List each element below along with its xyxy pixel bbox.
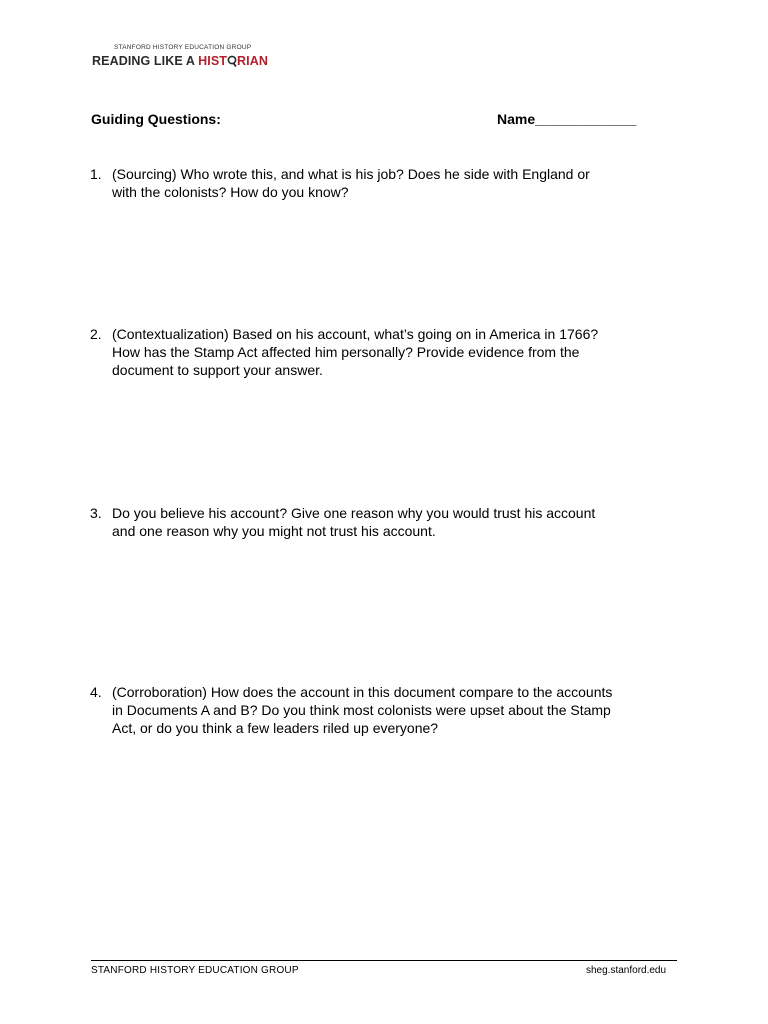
- question-number: 3.: [90, 505, 102, 521]
- logo-reading-like-a: READING LIKE A: [92, 54, 199, 68]
- logo-main-text: [92, 54, 268, 68]
- question-number: 2.: [90, 326, 102, 342]
- magnifying-glass-icon: [227, 55, 237, 67]
- guiding-questions-heading: Guiding Questions:: [91, 111, 221, 127]
- question-line: document to support your answer.: [112, 362, 323, 378]
- question-line: (Contextualization) Based on his account, what’s going on in America in 1766?: [112, 326, 599, 342]
- question-line: in Documents A and B? Do you think most colonists were upset about the Stamp: [112, 702, 611, 718]
- question-line: Do you believe his account? Give one reason why you would trust his account: [112, 505, 596, 521]
- question-1: [90, 165, 650, 201]
- footer-website: sheg.stanford.edu: [586, 965, 667, 976]
- question-number: 4.: [90, 684, 102, 700]
- question-4: [90, 683, 650, 737]
- question-line: Act, or do you think a few leaders riled up everyone?: [112, 720, 439, 736]
- logo-rian: RIAN: [237, 54, 268, 68]
- question-line: with the colonists? How do you know?: [112, 184, 349, 200]
- question-line: (Corroboration) How does the account in this document compare to the accounts: [112, 684, 613, 700]
- question-line: (Sourcing) Who wrote this, and what is his job? Does he side with England or: [112, 166, 590, 182]
- logo-top-text: STANFORD HISTORY EDUCATION GROUP: [114, 44, 252, 51]
- name-field-label: Name_____________: [497, 111, 637, 127]
- footer-divider: [91, 960, 677, 961]
- question-3: [90, 504, 650, 540]
- logo-hist: HIST: [198, 54, 228, 68]
- question-line: How has the Stamp Act affected him personally? Provide evidence from the: [112, 344, 580, 360]
- logo: [92, 44, 268, 72]
- question-number: 1.: [90, 166, 102, 182]
- question-line: and one reason why you might not trust his account.: [112, 523, 436, 539]
- footer-organization: STANFORD HISTORY EDUCATION GROUP: [91, 965, 299, 976]
- question-2: [90, 325, 650, 379]
